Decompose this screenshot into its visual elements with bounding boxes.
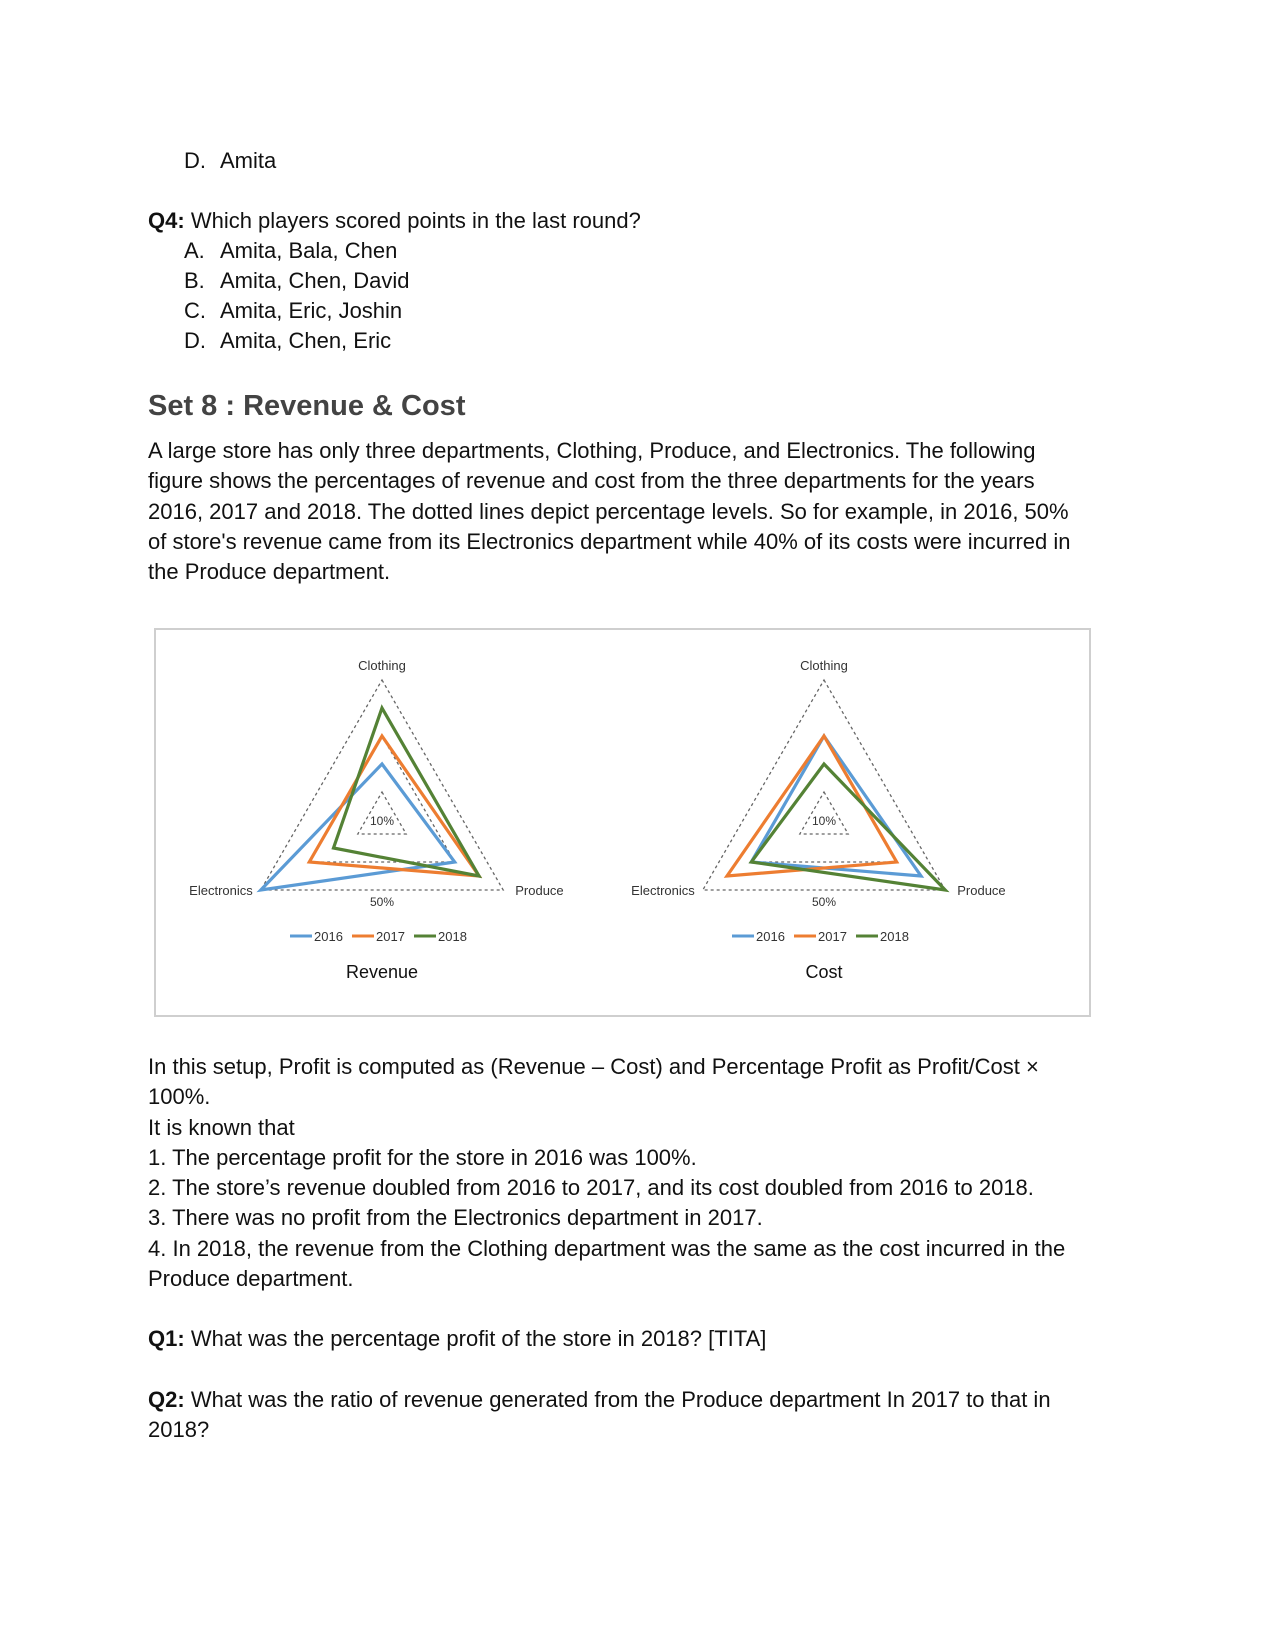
cost-level-label-10: 10%: [811, 814, 837, 828]
cost-axis-label-clothing: Clothing: [800, 658, 848, 673]
revenue-level-label-10: 10%: [369, 814, 395, 828]
setup-line: It is known that: [148, 1114, 295, 1140]
revenue-legend-label-2017: 2017: [376, 929, 405, 944]
radar-charts-svg: [156, 630, 1089, 1015]
option-letter: D.: [184, 148, 206, 173]
cost-axis-label-electronics: Electronics: [631, 883, 695, 898]
question-text: Which players scored points in the last round?: [190, 208, 641, 233]
cost-legend-label-2016: 2016: [756, 929, 785, 944]
intro-line: figure shows the percentages of revenue and cost from the three departments for the years: [148, 468, 1035, 494]
cost-axis-label-produce: Produce: [957, 883, 1006, 898]
q2-question: [148, 1385, 1148, 1446]
q4-option-c: [184, 296, 402, 326]
revenue-axis-label-clothing: Clothing: [358, 658, 406, 673]
setup-paragraph: [148, 1052, 1148, 1294]
setup-line: 3. There was no profit from the Electronics department in 2017.: [148, 1205, 763, 1231]
revenue-chart-title: Revenue: [345, 962, 419, 982]
cost-level-label-50: 50%: [811, 895, 837, 909]
cost-chart-title: Cost: [805, 962, 843, 982]
option-letter: D.: [184, 328, 206, 353]
q4-option-b: [184, 266, 410, 296]
question-text: What was the ratio of revenue generated from the Produce department In 2017 to that in: [190, 1387, 1051, 1412]
setup-line: 1. The percentage profit for the store in 2016 was 100%.: [148, 1144, 697, 1170]
revenue-cost-figure: [154, 628, 1091, 1017]
cost-legend-label-2017: 2017: [818, 929, 847, 944]
cost-legend-label-2018: 2018: [880, 929, 909, 944]
option-letter: B.: [184, 268, 205, 293]
question-text: What was the percentage profit of the store in 2018? [TITA]: [190, 1326, 767, 1351]
option-text: Amita, Eric, Joshin: [220, 298, 403, 323]
revenue-level-label-50: 50%: [369, 895, 395, 909]
revenue-axis-label-produce: Produce: [515, 883, 564, 898]
intro-line: the Produce department.: [148, 559, 391, 585]
revenue-legend-label-2018: 2018: [438, 929, 467, 944]
question-label: Q1:: [148, 1326, 185, 1351]
intro-line: 2016, 2017 and 2018. The dotted lines depict percentage levels. So for example, in 2016, 50%: [148, 498, 1069, 524]
option-text: Amita: [220, 148, 277, 173]
q4-option-d: [184, 326, 391, 356]
q1-question: [148, 1324, 766, 1354]
setup-line: Produce department.: [148, 1266, 354, 1292]
setup-line: In this setup, Profit is computed as (Revenue – Cost) and Percentage Profit as Profit/Cost ×: [148, 1054, 1039, 1079]
intro-line: A large store has only three departments, Clothing, Produce, and Electronics. The following: [148, 438, 1036, 463]
option-text: Amita, Bala, Chen: [220, 238, 398, 263]
question-text-continued: 2018?: [148, 1417, 210, 1443]
intro-line: of store's revenue came from its Electronics department while 40% of its costs were incurred in: [148, 528, 1071, 554]
q4-option-a: [184, 236, 397, 266]
option-text: Amita, Chen, Eric: [220, 328, 392, 353]
intro-paragraph: [148, 436, 1148, 587]
setup-line: 100%.: [148, 1084, 211, 1110]
cost-level-30: [751, 736, 896, 862]
prev-option-d: [184, 146, 276, 176]
setup-line: 4. In 2018, the revenue from the Clothing department was the same as the cost incurred in the: [148, 1235, 1066, 1261]
option-letter: C.: [184, 298, 206, 323]
question-label: Q4:: [148, 208, 185, 233]
option-text: Amita, Chen, David: [220, 268, 410, 293]
revenue-legend-label-2016: 2016: [314, 929, 343, 944]
revenue-axis-label-electronics: Electronics: [189, 883, 253, 898]
set-heading: Set 8 : Revenue & Cost: [148, 390, 466, 422]
q4-question: [148, 206, 641, 236]
setup-line: 2. The store’s revenue doubled from 2016 to 2017, and its cost doubled from 2016 to 2018.: [148, 1175, 1034, 1201]
option-letter: A.: [184, 238, 205, 263]
question-label: Q2:: [148, 1387, 185, 1412]
